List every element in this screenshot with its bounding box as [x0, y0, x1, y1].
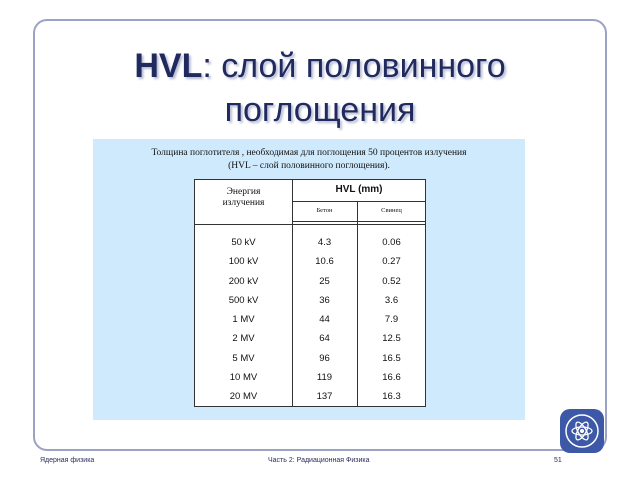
iaea-logo	[560, 409, 604, 453]
concrete-cell: 96	[319, 352, 330, 364]
energy-cell: 10 MV	[229, 372, 258, 384]
lead-cell: 0.52	[382, 275, 401, 287]
hvl-header: HVL (mm)	[335, 184, 383, 195]
energy-cell: 20 MV	[229, 391, 258, 403]
table-divider	[195, 224, 425, 225]
lead-header: Свинец	[381, 207, 402, 214]
lead-cell: 0.06	[382, 237, 401, 248]
title-abbreviation: HVL	[134, 47, 203, 85]
caption-line-1: Толщина поглотителя , необходимая для поглощения 50 процентов излучения	[151, 148, 467, 158]
lead-column	[357, 233, 426, 407]
concrete-header: Бетон	[316, 207, 333, 214]
lead-cell: 0.27	[382, 256, 401, 268]
concrete-cell: 44	[319, 314, 330, 326]
title-text: : слой половинного поглощения	[202, 47, 506, 129]
table-divider	[292, 221, 425, 222]
energy-column	[195, 233, 292, 407]
lead-cell: 12.5	[382, 333, 401, 345]
energy-cell: 5 MV	[232, 352, 255, 364]
concrete-cell: 64	[319, 333, 330, 345]
table-caption	[93, 147, 525, 173]
lead-cell: 3.6	[384, 294, 399, 306]
concrete-cell: 36	[319, 294, 330, 306]
concrete-cell: 119	[316, 372, 333, 384]
lead-cell: 7.9	[384, 314, 399, 326]
hvl-table	[194, 179, 426, 407]
energy-cell: 2 MV	[232, 333, 255, 345]
concrete-cell: 137	[316, 391, 333, 403]
concrete-column	[292, 233, 357, 407]
energy-cell: 200 kV	[228, 275, 259, 287]
energy-cell: 100 kV	[228, 256, 259, 268]
concrete-cell: 10.6	[315, 256, 334, 268]
page-number: 51	[554, 457, 562, 464]
energy-cell: 50 kV	[231, 237, 256, 248]
lead-cell: 16.5	[382, 352, 401, 364]
footer-part: Часть 2: Радиационная Физика	[268, 457, 370, 464]
concrete-cell: 4.3	[317, 237, 332, 248]
energy-cell: 1 MV	[232, 314, 255, 326]
caption-line-2: (HVL – слой половинного поглощения).	[228, 161, 390, 171]
footer-course: Ядерная физика	[40, 457, 95, 464]
table-divider	[292, 201, 425, 202]
atom-icon	[560, 409, 604, 453]
lead-cell: 16.3	[382, 391, 401, 403]
concrete-cell: 25	[319, 275, 330, 287]
lead-cell: 16.6	[382, 372, 401, 384]
energy-header: Энергия излучения	[222, 187, 265, 208]
slide-title	[60, 44, 580, 132]
energy-cell: 500 kV	[228, 294, 259, 306]
